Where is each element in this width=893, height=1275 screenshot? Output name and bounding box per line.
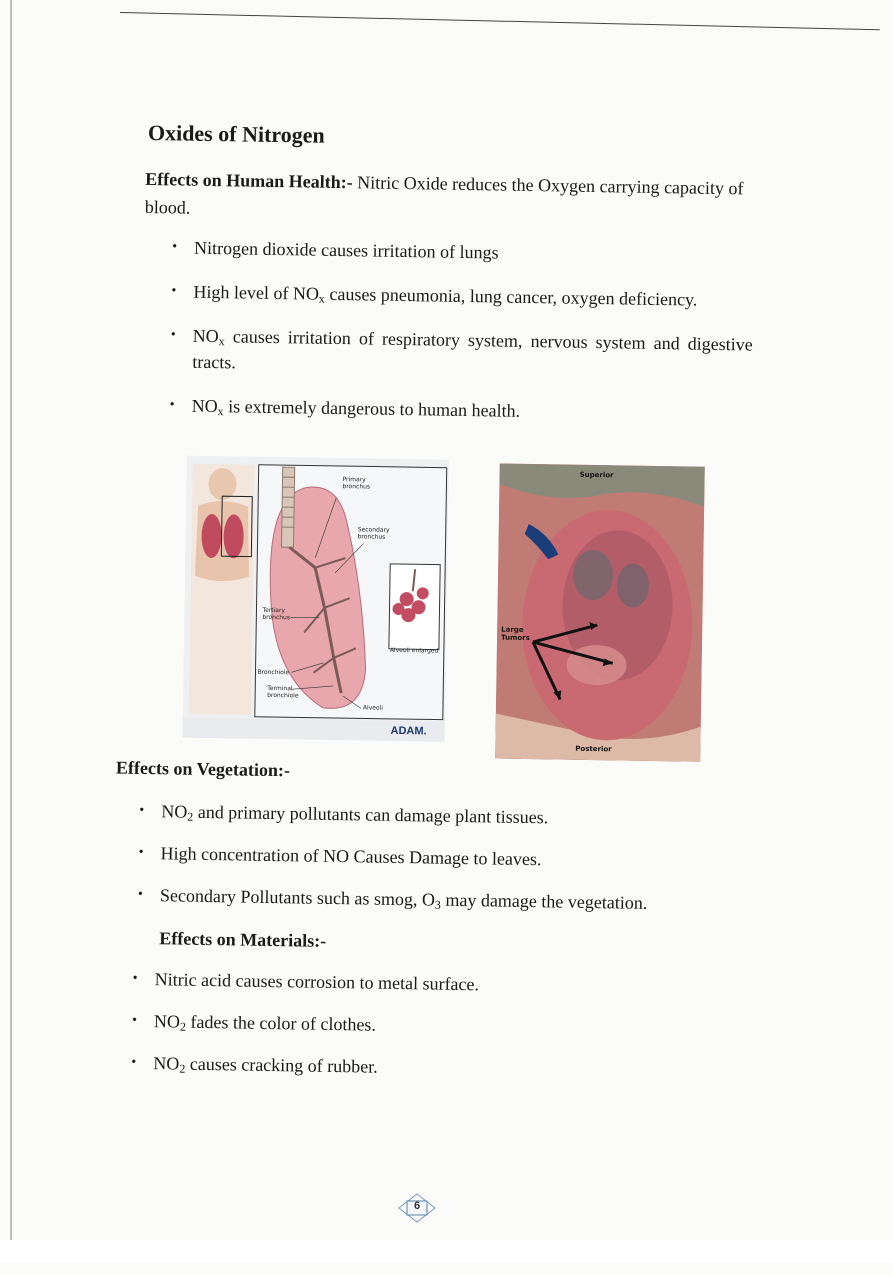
label-posterior: Posterior [575, 745, 611, 754]
lung-anatomy-figure [182, 456, 448, 742]
list-item: • Nitric acid causes corrosion to metal surface. [124, 966, 684, 1001]
page-title: Oxides of Nitrogen [148, 120, 325, 149]
lung-anatomy-illustration [182, 456, 448, 742]
label-alveoli-enlarged: Alveoli enlarged [390, 647, 440, 655]
vegetation-heading: Effects on Vegetation:- [116, 758, 290, 782]
list-item: • High concentration of NO Causes Damage to leaves. [130, 840, 750, 876]
label-large-tumors: Large Tumors [501, 626, 535, 643]
lung-tumor-photo [495, 464, 705, 762]
page-number-text: 6 [398, 1200, 436, 1212]
list-item: • $NO_x$ is extremely dangerous to human health. [161, 392, 751, 427]
human-health-label: Effects on Human Health:- [145, 169, 353, 192]
vegetation-list [130, 798, 752, 934]
tumor-photo-illustration [495, 464, 705, 762]
list-item: • $NO_x$ causes irritation of respiratory system, nervous system and digestive tracts. [162, 322, 753, 383]
materials-heading: Effects on Materials:- [159, 928, 326, 952]
human-health-intro [145, 165, 766, 231]
label-terminal-bronchiole: Terminal bronchiole [267, 685, 301, 700]
list-item: • Nitrogen dioxide causes irritation of lungs [164, 234, 754, 269]
list-item: • $NO_2$ causes cracking of rubber. [123, 1050, 683, 1085]
human-health-text: Nitric Oxide reduces the Oxygen carrying capacity of blood. [145, 172, 744, 217]
adam-logo: ADAM. [390, 725, 426, 738]
human-health-list [161, 234, 754, 445]
materials-list [123, 966, 685, 1101]
label-alveoli: Alveoli [363, 704, 393, 711]
list-item: • High level of $NO_x$ causes pneumonia, lung cancer, oxygen deficiency. [163, 278, 753, 313]
list-item: • Secondary Pollutants such as smog, $O_3$ may damage the vegetation. [130, 882, 750, 918]
list-item: • $NO_2$ fades the color of clothes. [124, 1008, 684, 1043]
scan-bottom-edge [0, 1240, 893, 1263]
label-superior: Superior [580, 471, 614, 480]
label-secondary-bronchus: Secondary bronchus [358, 526, 398, 541]
label-bronchiole: Bronchiole [257, 669, 293, 677]
label-primary-bronchus: Primary bronchus [342, 476, 382, 491]
page-number [398, 1193, 436, 1223]
list-item: • $NO_2$ and primary pollutants can damage plant tissues. [131, 798, 751, 834]
label-tertiary-bronchus: Tertiary bronchus [262, 607, 292, 621]
